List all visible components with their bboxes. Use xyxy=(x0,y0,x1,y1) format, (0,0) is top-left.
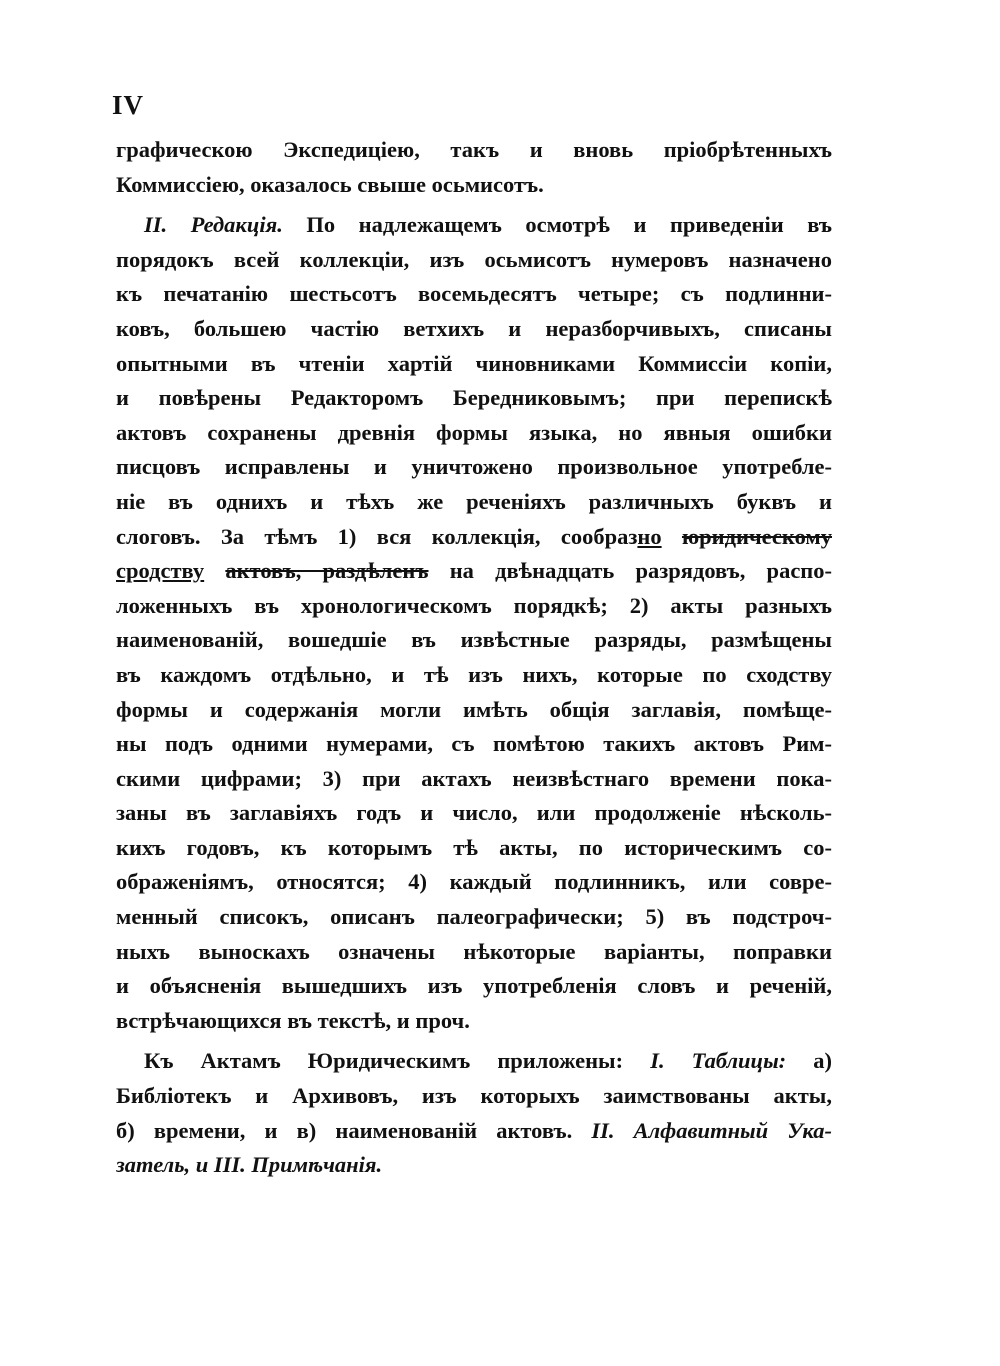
text-line: менный списокъ, описанъ палеографически; 5) въ подстроч- xyxy=(116,904,832,930)
italic-text: и III. Примѣчанія. xyxy=(195,1152,383,1178)
text-line xyxy=(116,1114,832,1149)
text-line: опытными въ чтеніи хартій чиновниками Коммиссіи копіи, xyxy=(116,350,832,376)
italic-text: II. Алфавитный Ука- xyxy=(591,1117,832,1143)
text-line xyxy=(116,208,832,243)
text-line: наименованій, вошедшіе въ извѣстные разряды, размѣщены xyxy=(116,627,832,653)
text-line: кихъ годовъ, къ которымъ тѣ акты, по историческимъ со- xyxy=(116,834,832,860)
text-span: на двѣнадцать разрядовъ, распо- xyxy=(449,558,832,584)
text-span: По надлежащемъ осмотрѣ и приведеніи въ xyxy=(306,212,832,238)
text-line: заны въ заглавіяхъ годъ и число, или продолженіе нѣсколь- xyxy=(116,800,832,826)
text-line: актовъ сохранены древнія формы языка, но явныя ошибки xyxy=(116,419,832,445)
page-number: IV xyxy=(112,90,145,120)
text-line: писцовъ исправлены и уничтожено произвольное употребле- xyxy=(116,454,832,480)
text-line: графическою Экспедиціею, такъ и вновь пріобрѣтенныхъ xyxy=(116,137,832,162)
struck-text: актовъ, раздѣленъ xyxy=(225,558,429,584)
text-line: Библіотекъ и Архивовъ, изъ которыхъ заимствованы акты, xyxy=(116,1083,832,1109)
text-line: порядокъ всей коллекціи, изъ осьмисотъ нумеровъ назначено xyxy=(116,246,832,272)
underlined-text: сродству xyxy=(116,558,205,584)
text-span: слоговъ. За тѣмъ 1) вся коллекція, сообраз xyxy=(116,523,638,549)
italic-text: затель, xyxy=(116,1152,191,1178)
text-line: Коммиссіею, оказалось свыше осьмисотъ. xyxy=(116,171,544,197)
text-line: ображеніямъ, относятся; 4) каждый подлинникъ, или совре- xyxy=(116,869,832,895)
text-span: б) времени, и в) наименованій актовъ. xyxy=(116,1117,573,1143)
text-line: и повѣрены Редакторомъ Бередниковымъ; при перепискѣ xyxy=(116,385,832,411)
text-line xyxy=(116,1044,832,1079)
text-line: ніе въ однихъ и тѣхъ же реченіяхъ различныхъ буквъ и xyxy=(116,488,832,514)
text-line: встрѣчающихся въ текстѣ, и проч. xyxy=(116,1007,470,1033)
text-line: скими цифрами; 3) при актахъ неизвѣстнаго времени пока- xyxy=(116,765,832,791)
struck-text: юридическому xyxy=(681,523,832,549)
text-line: ны подъ одними нумерами, съ помѣтою такихъ актовъ Рим- xyxy=(116,731,832,757)
body-text xyxy=(116,133,832,1183)
text-line: къ печатанію шестьсотъ восемьдесятъ четыре; съ подлинни- xyxy=(116,281,832,307)
text-line xyxy=(116,1148,832,1183)
text-line: и объясненія вышедшихъ изъ употребленія словъ и реченій, xyxy=(116,973,832,999)
text-line: ныхъ выноскахъ означены нѣкоторые варіанты, поправки xyxy=(116,938,832,964)
italic-text: I. Таблицы: xyxy=(650,1048,787,1074)
text-span: а) xyxy=(813,1048,832,1074)
text-line: ложенныхъ въ хронологическомъ порядкѣ; 2) акты разныхъ xyxy=(116,592,832,618)
section-heading: II. Редакція. xyxy=(144,212,283,238)
text-line xyxy=(116,554,832,589)
text-line: формы и содержанія могли имѣть общія заглавія, помѣще- xyxy=(116,696,832,722)
underlined-text: но xyxy=(637,523,662,549)
text-line: въ каждомъ отдѣльно, и тѣ изъ нихъ, которые по сходству xyxy=(116,661,832,687)
text-span: Къ Актамъ Юридическимъ приложены: xyxy=(144,1048,624,1074)
text-line: ковъ, большею частію ветхихъ и неразборчивыхъ, списаны xyxy=(116,315,832,341)
text-line xyxy=(116,520,832,555)
